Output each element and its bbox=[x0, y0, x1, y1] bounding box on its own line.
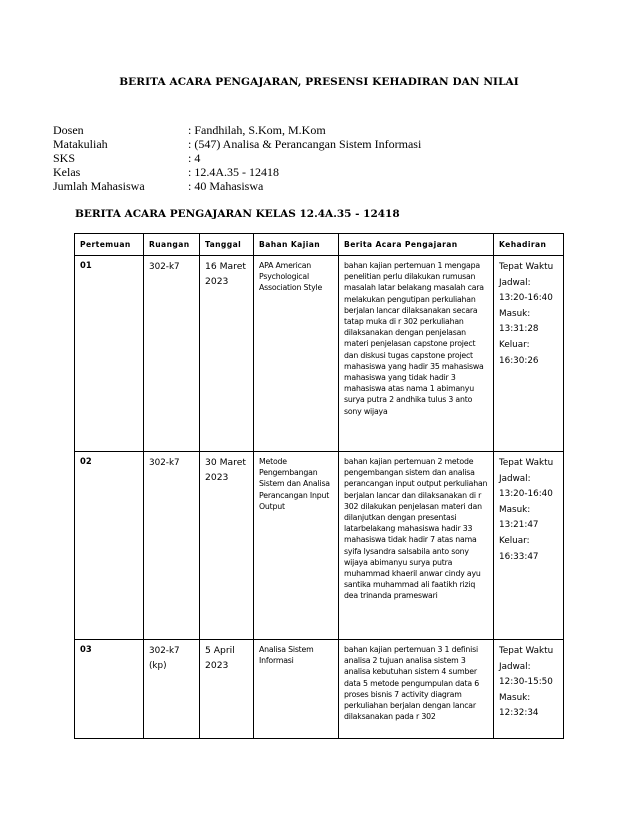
info-row-kelas bbox=[53, 165, 421, 179]
cell-bahan-kajian: APA American Psychological Association Style bbox=[254, 256, 339, 452]
header-berita-acara: Berita Acara Pengajaran bbox=[339, 234, 494, 256]
page-title: BERITA ACARA PENGAJARAN, PRESENSI KEHADIRAN DAN NILAI bbox=[119, 76, 519, 88]
table-row bbox=[75, 640, 564, 739]
cell-berita-acara: bahan kajian pertemuan 2 metode pengembangan sistem dan analisa perancangan input output perkuliahan berjalan lancar dan dilaksanakan di r 302 dilakukan penjelasan materi dan dilanjutkan dengan presentasi latarbelakang mahasiswa hadir 33 mahasiswa tidak hadir 7 atas nama syifa lysandra salsabila anto sony wijaya abimanyu surya putra muhammad khaeril anwar cindy ayu santika muhammad ali faatikh riziq dea trinanda prameswari bbox=[339, 452, 494, 640]
cell-bahan-kajian: Metode Pengembangan Sistem dan Analisa Perancangan Input Output bbox=[254, 452, 339, 640]
header-ruangan: Ruangan bbox=[144, 234, 200, 256]
info-value: : 4 bbox=[188, 151, 201, 165]
info-label: Dosen bbox=[53, 123, 84, 137]
table-row bbox=[75, 452, 564, 640]
info-row-sks bbox=[53, 151, 421, 165]
info-value: : 40 Mahasiswa bbox=[188, 179, 264, 193]
course-info bbox=[53, 123, 421, 193]
info-value: : Fandhilah, S.Kom, M.Kom bbox=[188, 123, 326, 137]
info-label: SKS bbox=[53, 151, 76, 165]
info-label: Jumlah Mahasiswa bbox=[53, 179, 145, 193]
cell-ruangan: 302-k7 (kp) bbox=[144, 640, 200, 739]
info-label: Kelas bbox=[53, 165, 81, 179]
cell-pertemuan: 03 bbox=[75, 640, 144, 739]
header-bahan-kajian: Bahan Kajian bbox=[254, 234, 339, 256]
cell-tanggal: 16 Maret 2023 bbox=[200, 256, 254, 452]
cell-tanggal: 30 Maret 2023 bbox=[200, 452, 254, 640]
cell-ruangan: 302-k7 bbox=[144, 256, 200, 452]
cell-tanggal: 5 April 2023 bbox=[200, 640, 254, 739]
table-row bbox=[75, 256, 564, 452]
cell-bahan-kajian: Analisa Sistem Informasi bbox=[254, 640, 339, 739]
info-row-jumlah-mahasiswa bbox=[53, 179, 421, 193]
cell-berita-acara: bahan kajian pertemuan 3 1 definisi analisa 2 tujuan analisa sistem 3 analisa kebutuhan sistem 4 sumber data 5 metode pengumpulan data 6 proses bisnis 7 activity diagram perkuliahan berjalan dengan lancar dilaksanakan pada r 302 bbox=[339, 640, 494, 739]
header-tanggal: Tanggal bbox=[200, 234, 254, 256]
cell-pertemuan: 02 bbox=[75, 452, 144, 640]
attendance-table bbox=[74, 233, 564, 739]
info-label: Matakuliah bbox=[53, 137, 108, 151]
info-row-matakuliah bbox=[53, 137, 421, 151]
cell-ruangan: 302-k7 bbox=[144, 452, 200, 640]
table-header-row bbox=[75, 234, 564, 256]
cell-kehadiran: Tepat Waktu Jadwal: 13:20-16:40 Masuk: 13:21:47 Keluar: 16:33:47 bbox=[494, 452, 564, 640]
cell-kehadiran: Tepat Waktu Jadwal: 13:20-16:40 Masuk: 13:31:28 Keluar: 16:30:26 bbox=[494, 256, 564, 452]
section-title: BERITA ACARA PENGAJARAN KELAS 12.4A.35 - 12418 bbox=[75, 208, 400, 220]
cell-kehadiran: Tepat Waktu Jadwal: 12:30-15:50 Masuk: 12:32:34 bbox=[494, 640, 564, 739]
cell-berita-acara: bahan kajian pertemuan 1 mengapa penelitian perlu dilakukan rumusan masalah latar belakang masalah cara melakukan pengutipan perkuliahan berjalan lancar dilaksanakan secara tatap muka di r 302 perkuliahan dilaksanakan dengan penjelasan materi penjelasan capstone project dan diskusi tugas capstone project mahasiswa yang hadir 35 mahasiswa mahasiswa yang tidak hadir 3 mahasiswa atas nama 1 abimanyu surya putra 2 andhika tulus 3 anto sony wijaya bbox=[339, 256, 494, 452]
header-kehadiran: Kehadiran bbox=[494, 234, 564, 256]
info-value: : (547) Analisa & Perancangan Sistem Informasi bbox=[188, 137, 422, 151]
header-pertemuan: Pertemuan bbox=[75, 234, 144, 256]
info-row-dosen bbox=[53, 123, 421, 137]
cell-pertemuan: 01 bbox=[75, 256, 144, 452]
info-value: : 12.4A.35 - 12418 bbox=[188, 165, 279, 179]
